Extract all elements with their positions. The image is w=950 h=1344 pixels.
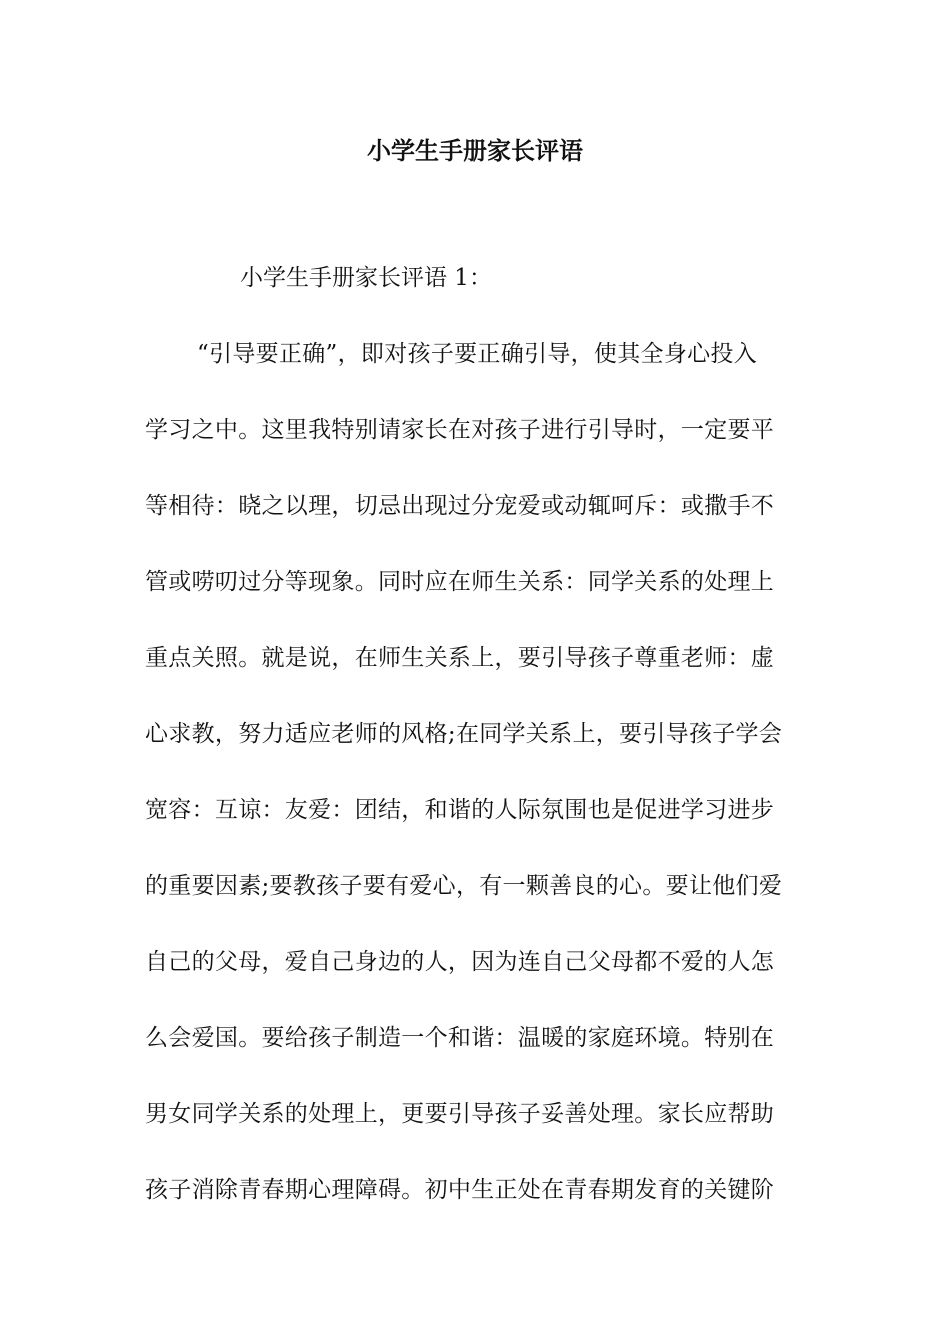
body-line: 等相待：晓之以理，切忌出现过分宠爱或动辄呵斥：或撒手不 [145,493,775,519]
body-line: 男女同学关系的处理上，更要引导孩子妥善处理。家长应帮助 [145,1101,775,1127]
body-line: 学习之中。这里我特别请家长在对孩子进行引导时，一定要平 [145,417,775,443]
section-heading: 小学生手册家长评语 1： [240,265,492,291]
body-line: 重点关照。就是说，在师生关系上，要引导孩子尊重老师：虚 [145,645,775,671]
body-line: 孩子消除青春期心理障碍。初中生正处在青春期发育的关键阶 [145,1177,775,1203]
body-line: 心求教，努力适应老师的风格;在同学关系上，要引导孩子学会 [145,721,783,747]
body-line: 么会爱国。要给孩子制造一个和谐：温暖的家庭环境。特别在 [145,1025,775,1051]
body-line: 自己的父母，爱自己身边的人，因为连自己父母都不爱的人怎 [145,949,775,975]
body-line: 管或唠叨过分等现象。同时应在师生关系：同学关系的处理上 [145,569,775,595]
body-line: 的重要因素;要教孩子要有爱心，有一颗善良的心。要让他们爱 [145,873,783,899]
document-title: 小学生手册家长评语 [367,136,583,165]
body-text [145,334,815,1246]
body-line: “引导要正确”，即对孩子要正确引导，使其全身心投入 [197,341,758,367]
body-line: 宽容：互谅：友爱：团结，和谐的人际氛围也是促进学习进步 [145,797,775,823]
